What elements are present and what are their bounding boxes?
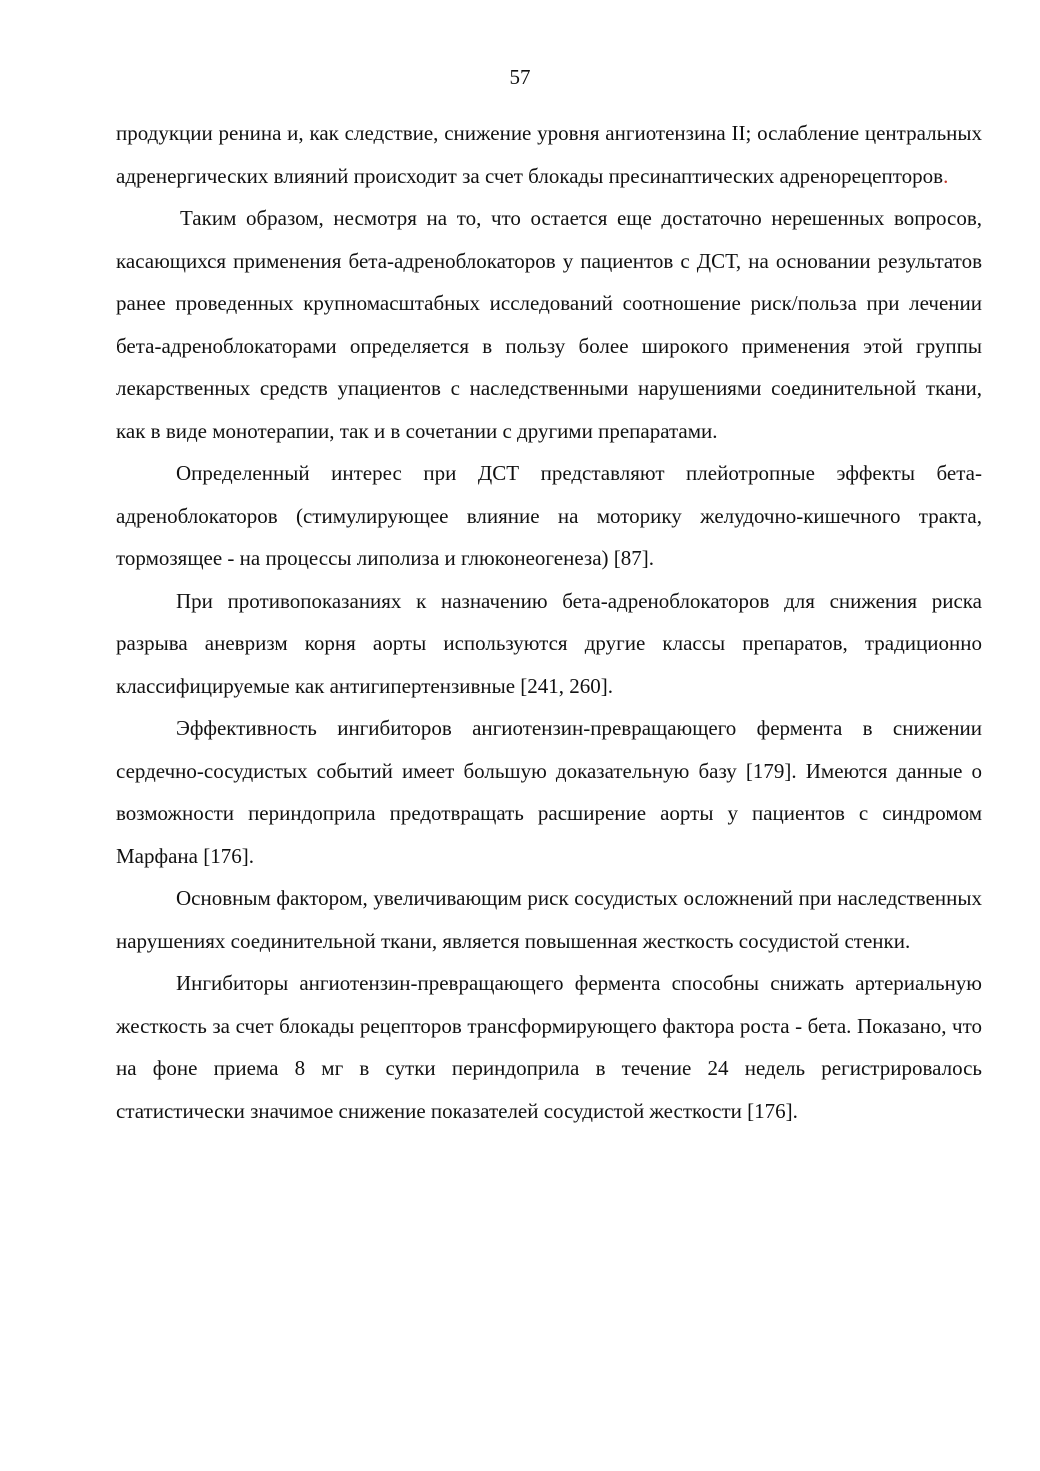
paragraph-7: Ингибиторы ангиотензин-превращающего фермента способны снижать артериальную жесткость за счет блокады рецепторов трансформирующего фактора роста - бета. Показано, что на фоне приема 8 мг в сутки периндоприла в течение 24 недель регистрировалось статистически значимое снижение показателей сосудистой жесткости [176]. (116, 971, 982, 1123)
paragraph-1-trailing-dot: . (943, 163, 949, 188)
paragraph-2: Таким образом, несмотря на то, что остается еще достаточно нерешенных вопросов, касающихся применения бета-адреноблокаторов у пациентов с ДСТ, на основании результатов ранее проведенных крупномасштабных исследований соотношение риск/польза при лечении бета-адреноблокаторами определяется в пользу более широкого применения этой группы лекарственных средств упациентов с наследственными нарушениями соединительной ткани, как в виде монотерапии, так и в сочетании с другими препаратами. (116, 206, 982, 443)
page-number: 57 (509, 65, 531, 89)
paragraph-4: При противопоказаниях к назначению бета-адреноблокаторов для снижения риска разрыва аневризм корня аорты используются другие классы препаратов, традиционно классифицируемые как антигипертензивные [241, 260]. (116, 588, 982, 698)
paragraph-5: Эффективность ингибиторов ангиотензин-превращающего фермента в снижении сердечно-сосудистых событий имеет большую доказательную базу [179]. Имеются данные о возможности периндоприла предотвращать расширение аорты у пациентов с синдромом Марфана [176]. (116, 716, 982, 868)
paragraph-1 (116, 112, 982, 197)
paragraph-1-text: продукции ренина и, как следствие, снижение уровня ангиотензина II; ослабление центральных адренергических влияний происходит за счет блокады пресинаптических адренорецепторов (116, 121, 982, 188)
document-body (116, 112, 982, 1132)
paragraph-6: Основным фактором, увеличивающим риск сосудистых осложнений при наследственных нарушениях соединительной ткани, является повышенная жесткость сосудистой стенки. (116, 886, 982, 953)
paragraph-3: Определенный интерес при ДСТ представляют плейотропные эффекты бета-адреноблокаторов (стимулирующее влияние на моторику желудочно-кишечного тракта, тормозящее - на процессы липолиза и глюконеогенеза) [87]. (116, 461, 982, 570)
